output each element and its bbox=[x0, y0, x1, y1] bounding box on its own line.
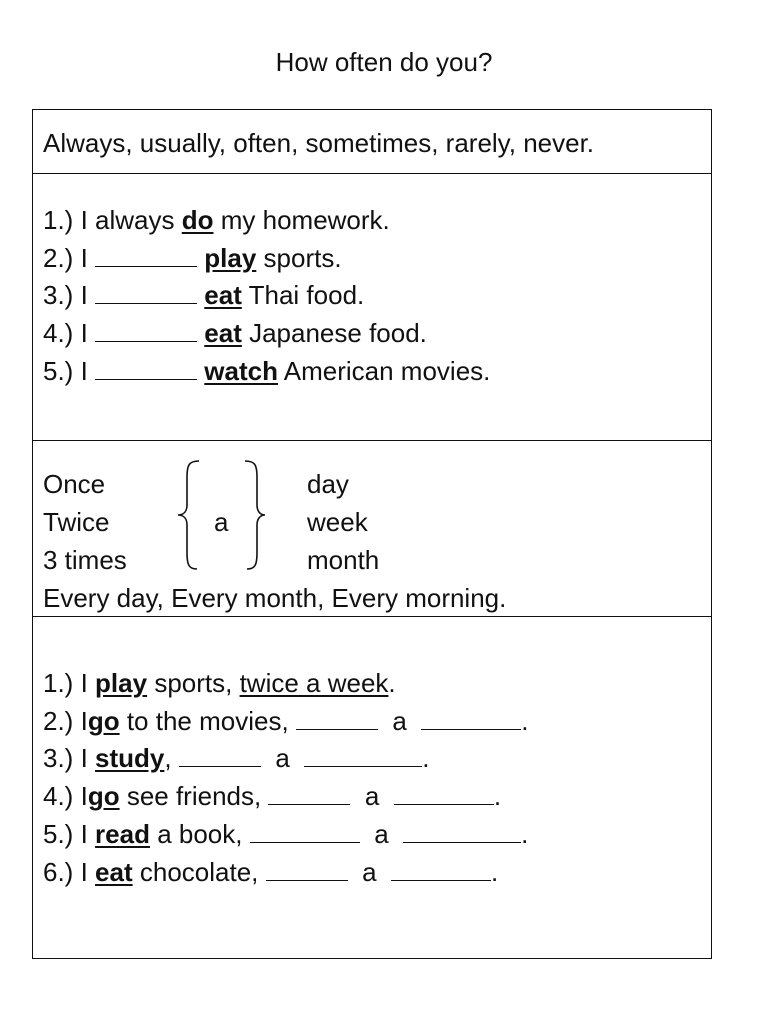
verb: go bbox=[87, 781, 120, 811]
line-subject: I bbox=[80, 243, 88, 273]
adverbs-list: Always, usually, often, sometimes, rarely, never. bbox=[43, 128, 595, 158]
line-rest: sports, bbox=[154, 668, 233, 698]
exercise-line bbox=[43, 241, 342, 275]
line-number: 3.) bbox=[43, 743, 74, 773]
line-rest: sports. bbox=[263, 243, 342, 273]
worksheet-box bbox=[32, 109, 712, 959]
line-number: 1.) bbox=[43, 205, 74, 235]
line-subject: I bbox=[80, 743, 88, 773]
connector: a bbox=[364, 781, 380, 811]
frequency-section bbox=[33, 441, 711, 616]
exercise-line bbox=[43, 354, 490, 388]
frequency-count: Twice bbox=[43, 507, 110, 537]
line-rest: my homework. bbox=[220, 205, 390, 235]
verb: play bbox=[204, 243, 257, 273]
line-number: 5.) bbox=[43, 819, 74, 849]
exercise-two-section bbox=[33, 617, 711, 958]
period-blank[interactable] bbox=[403, 820, 521, 843]
verb: do bbox=[181, 205, 214, 235]
line-number: 2.) bbox=[43, 706, 74, 736]
exercise-one-section bbox=[33, 174, 711, 440]
line-subject: I always bbox=[80, 205, 175, 235]
frequency-count: 3 times bbox=[43, 545, 127, 575]
line-subject: I bbox=[80, 781, 88, 811]
period-blank[interactable] bbox=[391, 858, 491, 881]
line-subject: I bbox=[80, 356, 88, 386]
connector: a bbox=[374, 819, 389, 849]
verb: eat bbox=[95, 857, 133, 887]
verb: go bbox=[87, 706, 120, 736]
line-number: 2.) bbox=[43, 243, 74, 273]
exercise-line bbox=[43, 203, 390, 237]
count-blank[interactable] bbox=[266, 858, 348, 881]
line-number: 4.) bbox=[43, 318, 74, 348]
line-rest: Japanese food. bbox=[249, 318, 427, 348]
line-rest: to the movies, bbox=[126, 706, 289, 736]
page-title: How often do you? bbox=[275, 47, 493, 77]
line-number: 4.) bbox=[43, 781, 74, 811]
exercise-line bbox=[43, 666, 396, 700]
count-blank[interactable] bbox=[250, 820, 360, 843]
connector: a bbox=[275, 743, 290, 773]
exercise-line bbox=[43, 817, 528, 851]
verb: eat bbox=[204, 318, 242, 348]
count-blank[interactable] bbox=[179, 744, 261, 767]
frequency-period: day bbox=[307, 469, 349, 499]
line-rest: , bbox=[164, 743, 172, 773]
period-blank[interactable] bbox=[421, 707, 521, 730]
answer-blank[interactable] bbox=[95, 281, 197, 304]
line-subject: I bbox=[80, 318, 88, 348]
frequency-every: Every day, Every month, Every morning. bbox=[43, 583, 507, 613]
verb: watch bbox=[204, 356, 278, 386]
line-end: . bbox=[422, 743, 430, 773]
example-answer: twice a week bbox=[239, 668, 389, 698]
line-subject: I bbox=[80, 668, 88, 698]
frequency-count: Once bbox=[43, 469, 106, 499]
line-subject: I bbox=[80, 857, 88, 887]
line-rest: Thai food. bbox=[248, 280, 365, 310]
line-rest: American movies. bbox=[283, 356, 491, 386]
connector: a bbox=[392, 706, 407, 736]
line-rest: chocolate, bbox=[139, 857, 259, 887]
line-subject: I bbox=[80, 280, 88, 310]
adverbs-section bbox=[33, 110, 711, 173]
count-blank[interactable] bbox=[296, 707, 378, 730]
verb: play bbox=[95, 668, 148, 698]
exercise-line bbox=[43, 278, 364, 312]
line-end: . bbox=[521, 706, 529, 736]
line-end: . bbox=[491, 857, 499, 887]
answer-blank[interactable] bbox=[95, 319, 197, 342]
answer-blank[interactable] bbox=[95, 357, 197, 380]
line-rest: see friends, bbox=[126, 781, 262, 811]
line-end: . bbox=[388, 668, 396, 698]
line-number: 5.) bbox=[43, 356, 74, 386]
verb: study bbox=[95, 743, 165, 773]
line-number: 6.) bbox=[43, 857, 74, 887]
frequency-period: month bbox=[307, 545, 380, 575]
exercise-line bbox=[43, 704, 529, 738]
line-rest: a book, bbox=[157, 819, 243, 849]
line-subject: I bbox=[80, 819, 88, 849]
answer-blank[interactable] bbox=[95, 244, 197, 267]
line-end: . bbox=[521, 819, 529, 849]
period-blank[interactable] bbox=[304, 744, 422, 767]
line-end: . bbox=[493, 781, 502, 811]
verb: read bbox=[95, 819, 150, 849]
line-number: 3.) bbox=[43, 280, 74, 310]
period-blank[interactable] bbox=[394, 782, 494, 805]
line-subject: I bbox=[80, 706, 88, 736]
line-number: 1.) bbox=[43, 668, 74, 698]
frequency-connector: a bbox=[214, 507, 229, 537]
frequency-period: week bbox=[307, 507, 368, 537]
exercise-line bbox=[43, 741, 429, 775]
exercise-line bbox=[43, 779, 501, 813]
connector: a bbox=[362, 857, 377, 887]
exercise-line bbox=[43, 855, 498, 889]
count-blank[interactable] bbox=[268, 782, 350, 805]
exercise-line bbox=[43, 316, 427, 350]
verb: eat bbox=[204, 280, 242, 310]
